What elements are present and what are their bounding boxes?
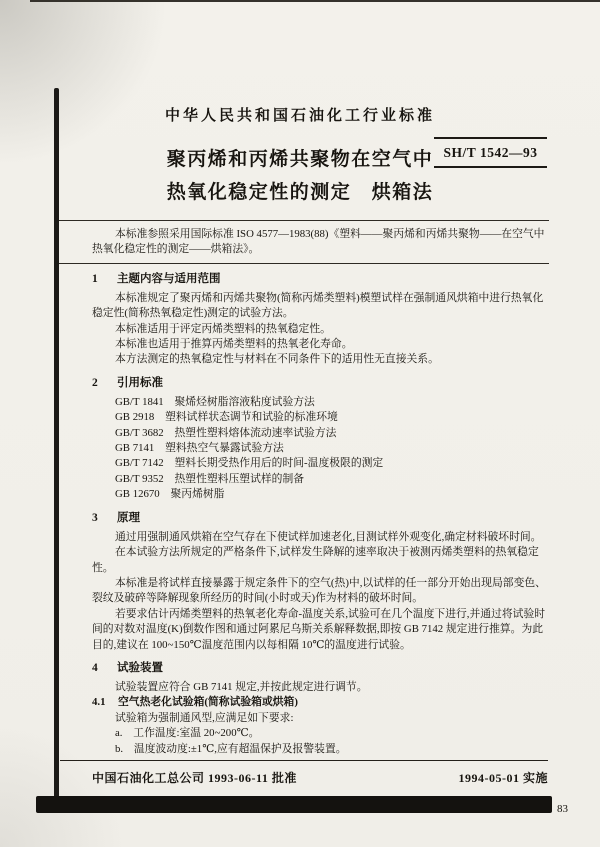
scan-edge-bottom bbox=[36, 796, 552, 813]
section-3-heading bbox=[92, 511, 549, 526]
intro-paragraph: 本标准参照采用国际标准 ISO 4577—1983(88)《塑料——聚丙烯和丙烯共聚物——在空气中热氧化稳定性的测定——烘箱法》。 bbox=[92, 228, 545, 256]
reference-item: GB 7141 塑料热空气暴露试验方法 bbox=[115, 442, 284, 455]
section-4-1-number: 4.1 bbox=[92, 696, 106, 709]
section-1-paragraph: 本方法测定的热氧稳定性与材料在不同条件下的适用性无直接关系。 bbox=[115, 353, 439, 366]
requirement-item-a: a. 工作温度:室温 20~200℃。 bbox=[115, 727, 260, 740]
intro-divider bbox=[59, 263, 549, 264]
section-4-paragraph: 试验装置应符合 GB 7141 规定,并按此规定进行调节。 bbox=[115, 680, 368, 693]
reference-item: GB/T 9352 热塑性塑料压塑试样的制备 bbox=[115, 472, 305, 485]
section-4-paragraph: 试验箱为强制通风型,应满足如下要求: bbox=[115, 711, 294, 724]
reference-item: GB/T 3682 热塑性塑料熔体流动速率试验方法 bbox=[115, 426, 337, 439]
approval-note: 中国石油化工总公司 1993-06-11 批准 bbox=[92, 771, 297, 785]
standard-number: SH/T 1542—93 bbox=[434, 137, 547, 168]
section-3-paragraph: 在本试验方法所规定的严格条件下,试样发生降解的速率取决于被测丙烯类塑料的热氧稳定性。 bbox=[92, 546, 539, 574]
section-3-title: 原理 bbox=[117, 511, 140, 524]
document-title-line2: 热氧化稳定性的测定 烘箱法 bbox=[166, 182, 434, 203]
section-3-paragraph: 若要求估计丙烯类塑料的热氧老化寿命-温度关系,试验可在几个温度下进行,并通过将试验时间的对数对温度(K)倒数作图和通过阿累尼乌斯关系解释数据,即按 GB 7142 规定进行推算。为此目的,建议在 100~150℃温度范围内以每相隔 10℃的温度进行试验。 bbox=[92, 607, 546, 651]
section-4-1-heading bbox=[92, 695, 549, 710]
page-number: 83 bbox=[557, 803, 568, 815]
scan-edge-left bbox=[54, 88, 59, 800]
reference-item: GB 12670 聚丙烯树脂 bbox=[115, 488, 225, 501]
section-3-paragraph: 本标准是将试样直接暴露于规定条件下的空气(热)中,以试样的任一部分开始出现局部变色、裂纹及破碎等降解现象所经历的时间(小时或天)作为材料的破坏时间。 bbox=[92, 576, 546, 605]
section-1-number: 1 bbox=[92, 272, 98, 285]
section-1-paragraph: 本标准规定了聚丙烯和丙烯共聚物(简称丙烯类塑料)模塑试样在强制通风烘箱中进行热氧化稳定性(简称热氧稳定性)测定的试验方法。 bbox=[92, 291, 544, 320]
implementation-date: 1994-05-01 实施 bbox=[458, 771, 548, 785]
section-4-title: 试验装置 bbox=[117, 661, 163, 674]
section-2-title: 引用标准 bbox=[117, 376, 163, 389]
section-1-title: 主题内容与适用范围 bbox=[117, 272, 221, 285]
reference-item: GB 2918 塑料试样状态调节和试验的标准环境 bbox=[115, 411, 338, 424]
document-body bbox=[92, 220, 549, 757]
section-4-number: 4 bbox=[92, 661, 98, 674]
page-footer bbox=[60, 760, 548, 786]
section-2-number: 2 bbox=[92, 376, 98, 389]
section-3-paragraph: 通过用强制通风烘箱在空气存在下使试样加速老化,目测试样外观变化,确定材料破坏时间。 bbox=[115, 530, 542, 543]
reference-item: GB/T 1841 聚烯烃树脂溶液粘度试验方法 bbox=[115, 395, 315, 408]
standard-category-label: 中华人民共和国石油化工行业标准 bbox=[164, 108, 435, 124]
scan-edge-top bbox=[30, 0, 600, 2]
reference-list bbox=[92, 395, 549, 503]
section-2-heading bbox=[92, 376, 549, 391]
section-1-heading bbox=[92, 272, 549, 287]
section-4-1-title: 空气热老化试验箱(简称试验箱或烘箱) bbox=[118, 696, 298, 709]
reference-item: GB/T 7142 塑料长期受热作用后的时间-温度极限的测定 bbox=[115, 457, 384, 470]
section-1-paragraph: 本标准适用于评定丙烯类塑料的热氧稳定性。 bbox=[115, 322, 331, 335]
section-4-heading bbox=[92, 661, 549, 676]
section-1-paragraph: 本标准也适用于推算丙烯类塑料的热氧老化寿命。 bbox=[115, 338, 353, 351]
document-title-line1: 聚丙烯和丙烯共聚物在空气中 bbox=[166, 149, 434, 170]
requirement-item-b: b. 温度波动度:±1℃,应有超温保护及报警装置。 bbox=[115, 742, 347, 755]
section-3-number: 3 bbox=[92, 511, 98, 524]
header-divider bbox=[59, 220, 549, 221]
